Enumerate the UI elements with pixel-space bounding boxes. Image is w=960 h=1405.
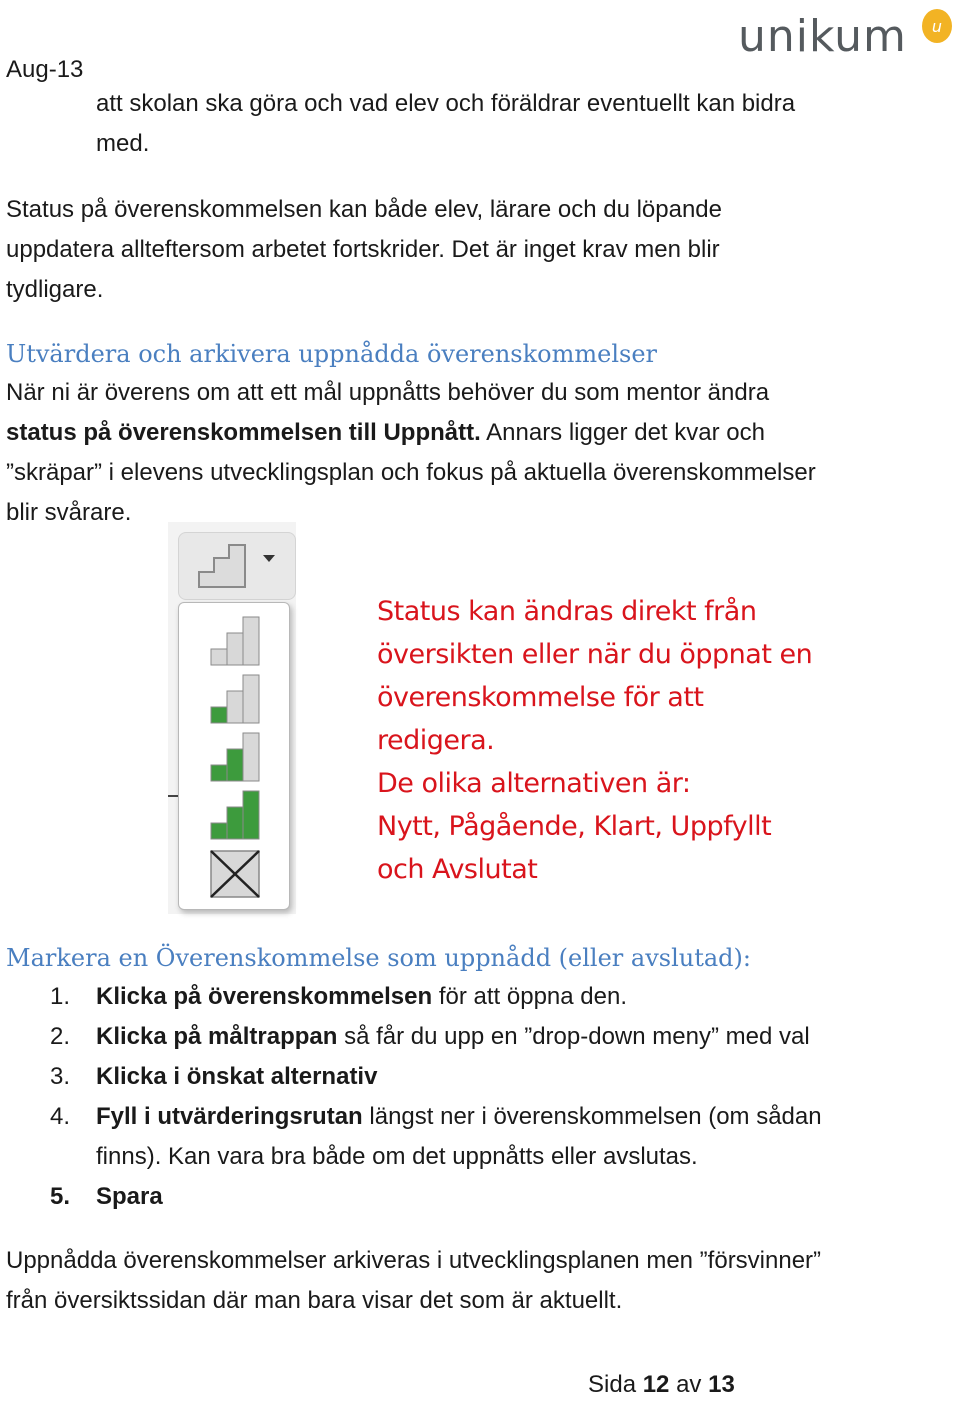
status-para-line-3: tydligare. — [6, 276, 104, 303]
list-number: 1. — [50, 983, 71, 1010]
stair-empty-icon — [197, 543, 249, 589]
callout-line-6: Nytt, Pågående, Klart, Uppfyllt — [377, 811, 772, 842]
list-text — [96, 977, 627, 1017]
status-options[interactable] — [179, 603, 289, 909]
stair-step — [243, 675, 259, 723]
section1-line-2 — [6, 413, 765, 453]
intro-line-2: med. — [96, 130, 150, 157]
closing-line-1: Uppnådda överenskommelser arkiveras i utvecklingsplanen men ”försvinner” — [6, 1247, 822, 1274]
list-text-continued: finns). Kan vara bra både om det uppnåtts eller avslutas. — [96, 1143, 698, 1170]
page-prefix: Sida — [588, 1371, 643, 1398]
list-number: 3. — [50, 1063, 71, 1090]
chevron-down-icon — [263, 555, 275, 563]
list-item — [0, 1177, 960, 1217]
list-item — [0, 1097, 960, 1177]
status-dropdown-menu — [178, 602, 290, 910]
list-bold: Klicka på måltrappan — [96, 1023, 338, 1050]
header-date: Aug-13 — [6, 56, 84, 83]
stair-step — [227, 691, 243, 723]
stair-step — [211, 649, 227, 665]
section1-bold: status på överenskommelsen till Uppnått. — [6, 419, 481, 446]
unikum-logo — [738, 6, 958, 66]
page-middle: av — [669, 1371, 709, 1398]
callout-line-2: översikten eller när du öppnat en — [377, 639, 813, 670]
section1-line-3: ”skräpar” i elevens utvecklingsplan och fokus på aktuella överenskommelser — [6, 459, 816, 486]
list-text — [96, 1017, 810, 1057]
section-heading-evaluate: Utvärdera och arkivera uppnådda överenskommelser — [6, 340, 657, 368]
status-option-avslutat[interactable] — [211, 851, 259, 897]
closing-line-2: från översiktssidan där man bara visar det som är aktuellt. — [6, 1287, 623, 1314]
list-number: 4. — [50, 1103, 71, 1130]
list-rest: så får du upp en ”drop-down meny” med val — [337, 1023, 810, 1050]
callout-line-4: redigera. — [377, 725, 495, 756]
status-option-uppfyllt[interactable] — [211, 791, 259, 839]
stair-step — [211, 823, 227, 839]
list-bold: Fyll i utvärderingsrutan — [96, 1103, 363, 1130]
callout-line-1: Status kan ändras direkt från — [377, 596, 757, 627]
stair-step — [243, 617, 259, 665]
status-option-nytt[interactable] — [211, 617, 259, 665]
list-bold: Klicka i önskat alternativ — [96, 1063, 378, 1090]
status-para-line-1: Status på överenskommelsen kan både elev, lärare och du löpande — [6, 196, 723, 223]
status-para-line-2: uppdatera allteftersom arbetet fortskrider. Det är inget krav men blir — [6, 236, 720, 263]
page-number — [588, 1365, 735, 1405]
stair-step — [243, 733, 259, 781]
callout-line-7: och Avslutat — [377, 854, 538, 885]
intro-line-1: att skolan ska göra och vad elev och föräldrar eventuellt kan bidra — [96, 90, 796, 117]
status-option-klart[interactable] — [211, 733, 259, 781]
logo-badge-icon — [920, 6, 954, 46]
callout-line-5: De olika alternativen är: — [377, 768, 691, 799]
list-bold: Klicka på överenskommelsen — [96, 983, 433, 1010]
list-rest: för att öppna den. — [432, 983, 627, 1010]
section-heading-mark-done: Markera en Överenskommelse som uppnådd (eller avslutad): — [6, 944, 751, 972]
list-text — [96, 1057, 377, 1097]
list-number: 5. — [50, 1183, 71, 1210]
stair-step — [243, 791, 259, 839]
stair-step — [211, 707, 227, 723]
stair-status-button[interactable] — [178, 532, 296, 600]
list-item — [0, 977, 960, 1017]
list-rest: längst ner i överenskommelsen (om sådan — [362, 1103, 822, 1130]
status-option-pågående[interactable] — [211, 675, 259, 723]
list-number: 2. — [50, 1023, 71, 1050]
list-text — [96, 1097, 822, 1137]
page-current: 12 — [642, 1371, 670, 1398]
stair-step — [227, 807, 243, 839]
stair-step — [227, 749, 243, 781]
list-bold: Spara — [96, 1183, 163, 1210]
list-text — [96, 1177, 163, 1217]
logo-badge-letter: u — [931, 17, 943, 36]
callout-line-3: överenskommelse för att — [377, 682, 704, 713]
section1-line-4: blir svårare. — [6, 499, 132, 526]
page-total: 13 — [708, 1371, 735, 1398]
stair-step — [211, 765, 227, 781]
list-item — [0, 1017, 960, 1057]
logo-text: unikum — [738, 11, 907, 62]
section1-line-1: När ni är överens om att ett mål uppnåtts behöver du som mentor ändra — [6, 379, 770, 406]
stair-step — [227, 633, 243, 665]
list-item — [0, 1057, 960, 1097]
section1-line-2-rest: Annars ligger det kvar och — [480, 419, 765, 446]
